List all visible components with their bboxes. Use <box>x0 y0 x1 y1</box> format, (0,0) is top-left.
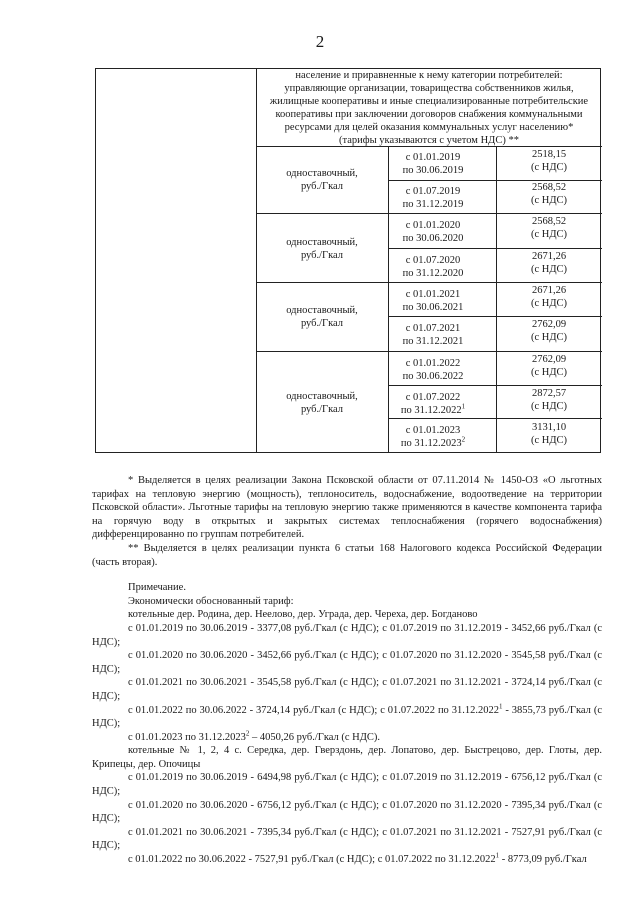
unit-cell: одноставочный, руб./Гкал <box>286 391 358 415</box>
header-line: кооперативы при заключении договоров снабжения коммунальными <box>275 108 583 120</box>
price-cell: 2762,09 (с НДС) <box>530 354 568 378</box>
unit-cell: одноставочный, руб./Гкал <box>286 237 358 261</box>
price-cell: 2671,26 (с НДС) <box>530 285 568 309</box>
footnote-1: * Выделяется в целях реализации Закона Псковской области от 07.11.2014 № 1450-ОЗ «О льготных тарифах на тепловую энергию (мощность), теплоноситель, водоснабжение, водоотведение на территории Псковской области». Льготные тарифы на тепловую энергию также применяются в качестве компонента тарифа на горячую воду в открытых и закрытых системах теплоснабжения (горячего водоснабжения) дифференцированно по группам потребителей. <box>92 475 602 541</box>
period-cell: с 01.01.2023 по 31.12.2023$^2$ <box>400 425 466 449</box>
header-line: жилищные кооперативы и иные специализированные потребительские <box>269 95 589 107</box>
price-cell: 2671,26 (с НДС) <box>530 251 568 275</box>
price-cell: 2568,52 (с НДС) <box>530 216 568 240</box>
price-cell: 3131,10 (с НДС) <box>530 422 568 446</box>
period-cell: с 01.07.2019 по 31.12.2019 <box>402 186 464 210</box>
tariff-line: с 01.01.2020 по 30.06.2020 - 6756,12 руб./Гкал (с НДС); с 01.07.2020 по 31.12.2020 - 7395,34 руб./Гкал (с НДС); <box>92 799 602 825</box>
note-subtitle: Экономически обоснованный тариф: <box>128 595 294 607</box>
page-number: 2 <box>315 32 325 51</box>
header-line: ресурсами для целей оказания коммунальных услуг населению* <box>284 121 574 133</box>
tariff-line: с 01.01.2019 по 30.06.2019 - 3377,08 руб./Гкал (с НДС); с 01.07.2019 по 31.12.2019 - 3452,66 руб./Гкал (с НДС); <box>92 622 602 648</box>
unit-cell: одноставочный, руб./Гкал <box>286 168 358 192</box>
price-cell: 2518,15 (с НДС) <box>530 149 568 173</box>
price-cell: 2872,57 (с НДС) <box>530 388 568 412</box>
period-cell: с 01.01.2019 по 30.06.2019 <box>402 152 464 176</box>
tariff-line: с 01.01.2019 по 30.06.2019 - 6494,98 руб./Гкал (с НДС); с 01.07.2019 по 31.12.2019 - 6756,12 руб./Гкал (с НДС); <box>92 772 602 798</box>
tariff-line: с 01.01.2021 по 30.06.2021 - 7395,34 руб./Гкал (с НДС); с 01.07.2021 по 31.12.2021 - 7527,91 руб./Гкал (с НДС); <box>92 826 602 852</box>
boilers-group-2: котельные № 1, 2, 4 с. Середка, дер. Гверздонь, дер. Лопатово, дер. Быстрецово, дер. Глоты, дер. Крипецы, дер. Опочицы <box>92 745 602 770</box>
tariff-line: с 01.01.2020 по 30.06.2020 - 3452,66 руб./Гкал (с НДС); с 01.07.2020 по 31.12.2020 - 3545,58 руб./Гкал (с НДС); <box>92 650 602 675</box>
note-title: Примечание. <box>128 582 186 594</box>
tariff-line: с 01.01.2022 по 30.06.2022 - 7527,91 руб./Гкал (с НДС); с 01.07.2022 по 31.12.2022$^1$ - 8773,09 руб./Гкал <box>128 851 587 866</box>
price-cell: 2762,09 (с НДС) <box>530 319 568 343</box>
boilers-group-1: котельные дер. Родина, дер. Неелово, дер. Уграда, дер. Череха, дер. Богданово <box>128 609 478 621</box>
tariff-line: с 01.01.2023 по 31.12.2023$^2$ – 4050,26 руб./Гкал (с НДС). <box>128 729 381 743</box>
footnote-2: ** Выделяется в целях реализации пункта 6 статьи 168 Налогового кодекса Российской Федерации (часть вторая). <box>92 542 602 568</box>
tariff-line: с 01.01.2021 по 30.06.2021 - 3545,58 руб./Гкал (с НДС); с 01.07.2021 по 31.12.2021 - 3724,14 руб./Гкал (с НДС); <box>92 677 602 702</box>
table-header <box>256 69 602 146</box>
period-cell: с 01.07.2021 по 31.12.2021 <box>402 323 464 347</box>
price-cell: 2568,52 (с НДС) <box>530 182 568 206</box>
header-line: управляющие организации, товарищества собственников жилья, <box>284 82 574 94</box>
period-cell: с 01.01.2020 по 30.06.2020 <box>402 220 464 244</box>
tariff-table <box>95 68 601 453</box>
unit-cell: одноставочный, руб./Гкал <box>286 305 358 329</box>
period-cell: с 01.07.2020 по 31.12.2020 <box>402 255 464 279</box>
notes-section <box>92 474 602 867</box>
tariff-line: с 01.01.2022 по 30.06.2022 - 3724,14 руб./Гкал (с НДС); с 01.07.2022 по 31.12.2022$^1$ - 3855,73 руб./Гкал (с НДС); <box>92 702 602 730</box>
period-cell: с 01.07.2022 по 31.12.2022$^1$ <box>400 392 466 416</box>
header-line: (тарифы указываются с учетом НДС) ** <box>339 134 519 146</box>
period-cell: с 01.01.2021 по 30.06.2021 <box>402 289 464 313</box>
header-line: население и приравненные к нему категории потребителей: <box>295 69 563 81</box>
period-cell: с 01.01.2022 по 30.06.2022 <box>402 358 464 382</box>
